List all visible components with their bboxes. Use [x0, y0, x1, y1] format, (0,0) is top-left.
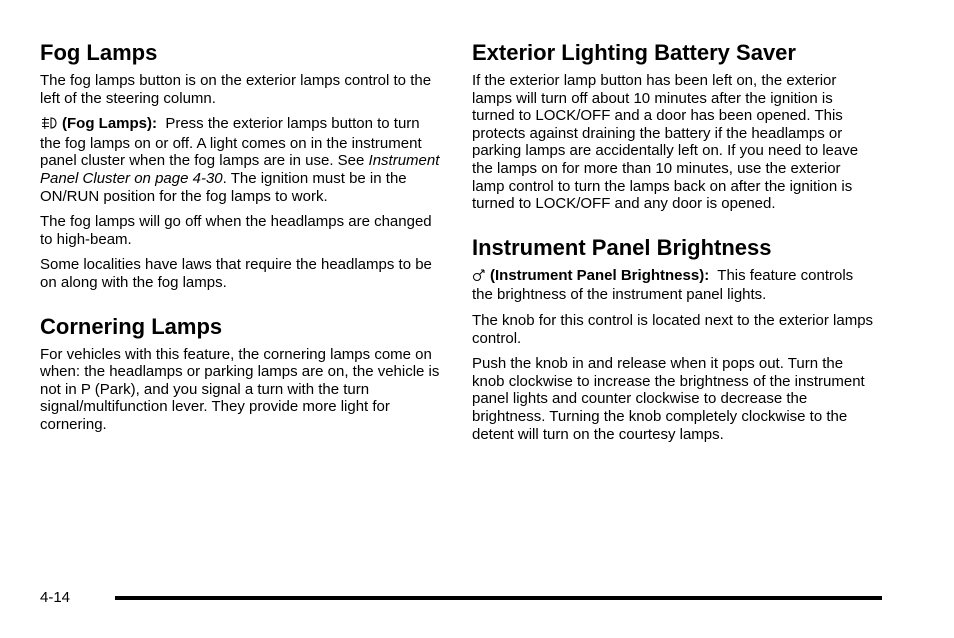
- fog-lamps-intro: The fog lamps button is on the exterior lamps control to the left of the steering column.: [40, 72, 432, 107]
- fog-lamps-button-paragraph: [40, 115, 444, 205]
- cornering-lamps-text: For vehicles with this feature, the cornering lamps come on when: the headlamps or parking lamps are on, the vehicle is not in P (Park), and you signal a turn with the turn signal/multifunction lever. They provide more light for cornering.: [40, 345, 440, 433]
- panel-brightness-knob-location: The knob for this control is located next to the exterior lamps control.: [472, 311, 874, 347]
- fog-lamps-text-after: . The ignition must be in the ON/RUN position for the fog lamps to work.: [40, 169, 407, 205]
- panel-brightness-label: (Instrument Panel Brightness):: [490, 266, 710, 284]
- cornering-lamps-heading: Cornering Lamps: [40, 313, 223, 339]
- footer-rule: [115, 596, 882, 600]
- battery-saver-text: If the exterior lamp button has been left on, the exterior lamps will turn off about 10 minutes after the ignition is turned to LOCK/OFF and a door has been opened. This protects against draining the battery if the headlamps or parking lamps are accidentally left on. If you need to leave the lamps on for more than 10 minutes, use the exterior lamp control to turn the lamps back on after the ignition is turned to LOCK/OFF and any door is opened.: [472, 72, 859, 213]
- page-number: 4-14: [40, 589, 71, 606]
- fog-lamps-label: (Fog Lamps):: [62, 115, 157, 133]
- right-column: [472, 40, 876, 451]
- fog-lamps-laws: Some localities have laws that require the headlamps to be on along with the fog lamps.: [40, 256, 432, 291]
- panel-brightness-text: This feature controls the brightness of the instrument panel lights.: [472, 266, 854, 304]
- fog-lamps-heading: Fog Lamps: [40, 40, 158, 65]
- panel-brightness-instructions: Push the knob in and release when it pops out. Turn the knob clockwise to increase the brightness of the instrument panel lights and counter clockwise to decrease the brightness. Turning the knob completely clockwise to the detent will turn on the courtesy lamps.: [472, 355, 865, 443]
- fog-lamps-text: Press the exterior lamps button to turn the fog lamps on or off. A light comes on in the instrument panel cluster when the fog lamps are in use. See: [40, 115, 422, 170]
- panel-brightness-heading: Instrument Panel Brightness: [472, 234, 772, 260]
- fog-lamps-high-beam: The fog lamps will go off when the headlamps are changed to high-beam.: [40, 213, 432, 248]
- fog-lamp-icon: [40, 116, 58, 135]
- instrument-panel-brightness-icon: [472, 268, 486, 287]
- panel-brightness-paragraph: [472, 267, 876, 304]
- battery-saver-heading: Exterior Lighting Battery Saver: [472, 40, 796, 65]
- fog-lamps-reference: Instrument Panel Cluster on page 4‑30: [40, 152, 440, 187]
- left-column: [40, 40, 444, 442]
